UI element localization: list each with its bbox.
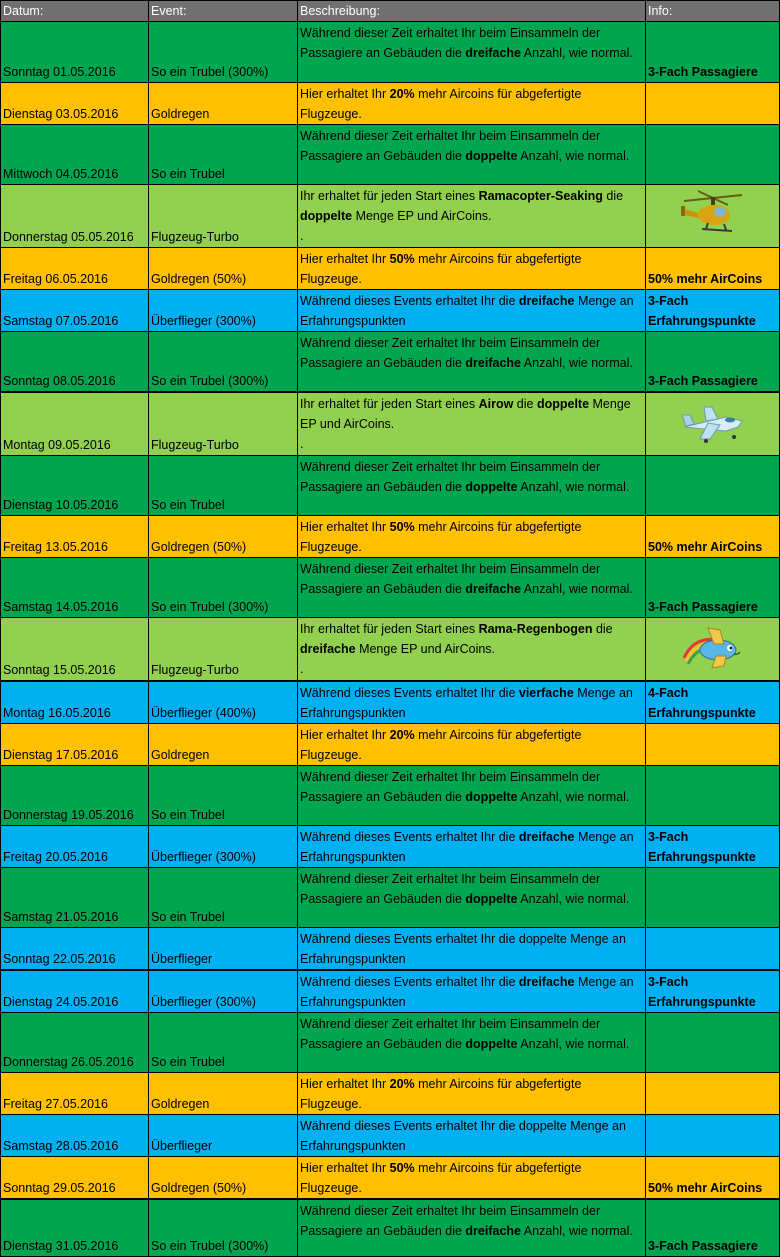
table-row xyxy=(1,83,780,125)
table-row xyxy=(1,248,780,290)
table-row xyxy=(1,392,780,456)
date-cell: Donnerstag 05.05.2016 xyxy=(1,185,149,248)
table-row xyxy=(1,1072,780,1114)
event-cell: Überflieger (300%) xyxy=(149,970,298,1013)
rainbow-plane-icon xyxy=(678,618,748,674)
description-cell: Während dieser Zeit erhaltet Ihr beim Einsammeln der Passagiere an Gebäuden die doppelte Anzahl, wie normal. xyxy=(298,1012,646,1072)
table-row xyxy=(1,1199,780,1257)
description-cell: Während dieser Zeit erhaltet Ihr beim Einsammeln der Passagiere an Gebäuden die doppelte Anzahl, wie normal. xyxy=(298,867,646,927)
event-cell: Überflieger (300%) xyxy=(149,825,298,867)
info-cell xyxy=(646,765,780,825)
event-cell: Überflieger xyxy=(149,1114,298,1156)
table-row xyxy=(1,681,780,724)
info-cell xyxy=(646,1114,780,1156)
description-cell: Hier erhaltet Ihr 50% mehr Aircoins für abgefertigte Flugzeuge. xyxy=(298,248,646,290)
info-cell xyxy=(646,185,780,248)
info-cell xyxy=(646,927,780,970)
info-cell: 3-Fach Passagiere xyxy=(646,557,780,617)
table-row xyxy=(1,927,780,970)
info-cell xyxy=(646,867,780,927)
date-cell: Montag 16.05.2016 xyxy=(1,681,149,724)
table-row xyxy=(1,185,780,248)
description-cell: Hier erhaltet Ihr 20% mehr Aircoins für abgefertigte Flugzeuge. xyxy=(298,723,646,765)
info-cell: 3-Fach Passagiere xyxy=(646,332,780,392)
date-cell: Montag 09.05.2016 xyxy=(1,392,149,456)
description-cell: Ihr erhaltet für jeden Start eines Airow die doppelte Menge EP und AirCoins. . xyxy=(298,392,646,456)
info-cell xyxy=(646,1072,780,1114)
date-cell: Dienstag 17.05.2016 xyxy=(1,723,149,765)
info-cell xyxy=(646,1012,780,1072)
description-cell: Ihr erhaltet für jeden Start eines Ramacopter-Seaking die doppelte Menge EP und AirCoins. . xyxy=(298,185,646,248)
date-cell: Sonntag 22.05.2016 xyxy=(1,927,149,970)
description-cell: Während dieses Events erhaltet Ihr die doppelte Menge an Erfahrungspunkten xyxy=(298,1114,646,1156)
table-row xyxy=(1,290,780,332)
table-row xyxy=(1,970,780,1013)
helicopter-icon xyxy=(678,185,748,241)
jet-icon xyxy=(678,393,748,449)
info-cell xyxy=(646,392,780,456)
info-cell: 3-Fach Erfahrungspunkte xyxy=(646,825,780,867)
event-cell: Flugzeug-Turbo xyxy=(149,617,298,681)
table-row xyxy=(1,455,780,515)
event-cell: Flugzeug-Turbo xyxy=(149,392,298,456)
info-cell: 4-Fach Erfahrungspunkte xyxy=(646,681,780,724)
table-row xyxy=(1,723,780,765)
info-cell: 3-Fach Erfahrungspunkte xyxy=(646,290,780,332)
description-cell: Ihr erhaltet für jeden Start eines Rama-Regenbogen die dreifache Menge EP und AirCoins. . xyxy=(298,617,646,681)
table-row xyxy=(1,332,780,392)
event-cell: Goldregen xyxy=(149,83,298,125)
date-cell: Sonntag 15.05.2016 xyxy=(1,617,149,681)
info-cell xyxy=(646,723,780,765)
event-cell: So ein Trubel (300%) xyxy=(149,332,298,392)
date-cell: Freitag 27.05.2016 xyxy=(1,1072,149,1114)
description-cell: Während dieser Zeit erhaltet Ihr beim Einsammeln der Passagiere an Gebäuden die doppelte Anzahl, wie normal. xyxy=(298,455,646,515)
info-cell: 50% mehr AirCoins xyxy=(646,1156,780,1199)
description-cell: Hier erhaltet Ihr 50% mehr Aircoins für abgefertigte Flugzeuge. xyxy=(298,515,646,557)
table-row xyxy=(1,617,780,681)
description-cell: Während dieses Events erhaltet Ihr die dreifache Menge an Erfahrungspunkten xyxy=(298,825,646,867)
description-cell: Während dieses Events erhaltet Ihr die doppelte Menge an Erfahrungspunkten xyxy=(298,927,646,970)
date-cell: Freitag 13.05.2016 xyxy=(1,515,149,557)
event-cell: So ein Trubel xyxy=(149,1012,298,1072)
date-cell: Freitag 06.05.2016 xyxy=(1,248,149,290)
table-row xyxy=(1,765,780,825)
table-row xyxy=(1,515,780,557)
description-cell: Während dieser Zeit erhaltet Ihr beim Einsammeln der Passagiere an Gebäuden die doppelte Anzahl, wie normal. xyxy=(298,765,646,825)
table-row xyxy=(1,125,780,185)
event-cell: Goldregen xyxy=(149,723,298,765)
date-cell: Samstag 21.05.2016 xyxy=(1,867,149,927)
date-cell: Dienstag 31.05.2016 xyxy=(1,1199,149,1257)
description-cell: Während dieser Zeit erhaltet Ihr beim Einsammeln der Passagiere an Gebäuden die dreifache Anzahl, wie normal. xyxy=(298,557,646,617)
event-cell: So ein Trubel xyxy=(149,125,298,185)
header-event: Event: xyxy=(149,1,298,22)
date-cell: Freitag 20.05.2016 xyxy=(1,825,149,867)
description-cell: Während dieses Events erhaltet Ihr die vierfache Menge an Erfahrungspunkten xyxy=(298,681,646,724)
event-cell: So ein Trubel xyxy=(149,455,298,515)
description-cell: Hier erhaltet Ihr 20% mehr Aircoins für abgefertigte Flugzeuge. xyxy=(298,83,646,125)
info-cell xyxy=(646,617,780,681)
date-cell: Samstag 28.05.2016 xyxy=(1,1114,149,1156)
event-cell: Goldregen (50%) xyxy=(149,1156,298,1199)
info-cell: 3-Fach Passagiere xyxy=(646,1199,780,1257)
date-cell: Donnerstag 19.05.2016 xyxy=(1,765,149,825)
header-description: Beschreibung: xyxy=(298,1,646,22)
event-cell: Goldregen (50%) xyxy=(149,515,298,557)
description-cell: Während dieser Zeit erhaltet Ihr beim Einsammeln der Passagiere an Gebäuden die dreifache Anzahl, wie normal. xyxy=(298,22,646,83)
event-cell: So ein Trubel (300%) xyxy=(149,557,298,617)
event-cell: So ein Trubel xyxy=(149,867,298,927)
info-cell: 50% mehr AirCoins xyxy=(646,515,780,557)
info-cell xyxy=(646,125,780,185)
header-row xyxy=(1,1,780,22)
description-cell: Hier erhaltet Ihr 50% mehr Aircoins für abgefertigte Flugzeuge. xyxy=(298,1156,646,1199)
event-cell: Goldregen xyxy=(149,1072,298,1114)
info-cell: 3-Fach Passagiere xyxy=(646,22,780,83)
description-cell: Während dieser Zeit erhaltet Ihr beim Einsammeln der Passagiere an Gebäuden die dreifache Anzahl, wie normal. xyxy=(298,1199,646,1257)
event-cell: Überflieger (300%) xyxy=(149,290,298,332)
event-cell: So ein Trubel (300%) xyxy=(149,1199,298,1257)
date-cell: Dienstag 24.05.2016 xyxy=(1,970,149,1013)
event-cell: So ein Trubel xyxy=(149,765,298,825)
info-cell xyxy=(646,83,780,125)
date-cell: Donnerstag 26.05.2016 xyxy=(1,1012,149,1072)
table-row xyxy=(1,1114,780,1156)
table-row xyxy=(1,22,780,83)
table-row xyxy=(1,1156,780,1199)
table-row xyxy=(1,825,780,867)
info-cell: 3-Fach Erfahrungspunkte xyxy=(646,970,780,1013)
info-cell xyxy=(646,455,780,515)
date-cell: Samstag 14.05.2016 xyxy=(1,557,149,617)
event-cell: So ein Trubel (300%) xyxy=(149,22,298,83)
info-cell: 50% mehr AirCoins xyxy=(646,248,780,290)
event-cell: Goldregen (50%) xyxy=(149,248,298,290)
table-row xyxy=(1,867,780,927)
table-row xyxy=(1,1012,780,1072)
description-cell: Während dieses Events erhaltet Ihr die dreifache Menge an Erfahrungspunkten xyxy=(298,290,646,332)
date-cell: Mittwoch 04.05.2016 xyxy=(1,125,149,185)
event-cell: Flugzeug-Turbo xyxy=(149,185,298,248)
description-cell: Während dieser Zeit erhaltet Ihr beim Einsammeln der Passagiere an Gebäuden die doppelte Anzahl, wie normal. xyxy=(298,125,646,185)
table-row xyxy=(1,557,780,617)
description-cell: Hier erhaltet Ihr 20% mehr Aircoins für abgefertigte Flugzeuge. xyxy=(298,1072,646,1114)
description-cell: Während dieser Zeit erhaltet Ihr beim Einsammeln der Passagiere an Gebäuden die dreifache Anzahl, wie normal. xyxy=(298,332,646,392)
date-cell: Sonntag 08.05.2016 xyxy=(1,332,149,392)
event-cell: Überflieger xyxy=(149,927,298,970)
date-cell: Sonntag 29.05.2016 xyxy=(1,1156,149,1199)
date-cell: Dienstag 03.05.2016 xyxy=(1,83,149,125)
date-cell: Dienstag 10.05.2016 xyxy=(1,455,149,515)
header-info: Info: xyxy=(646,1,780,22)
date-cell: Sonntag 01.05.2016 xyxy=(1,22,149,83)
description-cell: Während dieses Events erhaltet Ihr die dreifache Menge an Erfahrungspunkten xyxy=(298,970,646,1013)
date-cell: Samstag 07.05.2016 xyxy=(1,290,149,332)
event-cell: Überflieger (400%) xyxy=(149,681,298,724)
header-date: Datum: xyxy=(1,1,149,22)
